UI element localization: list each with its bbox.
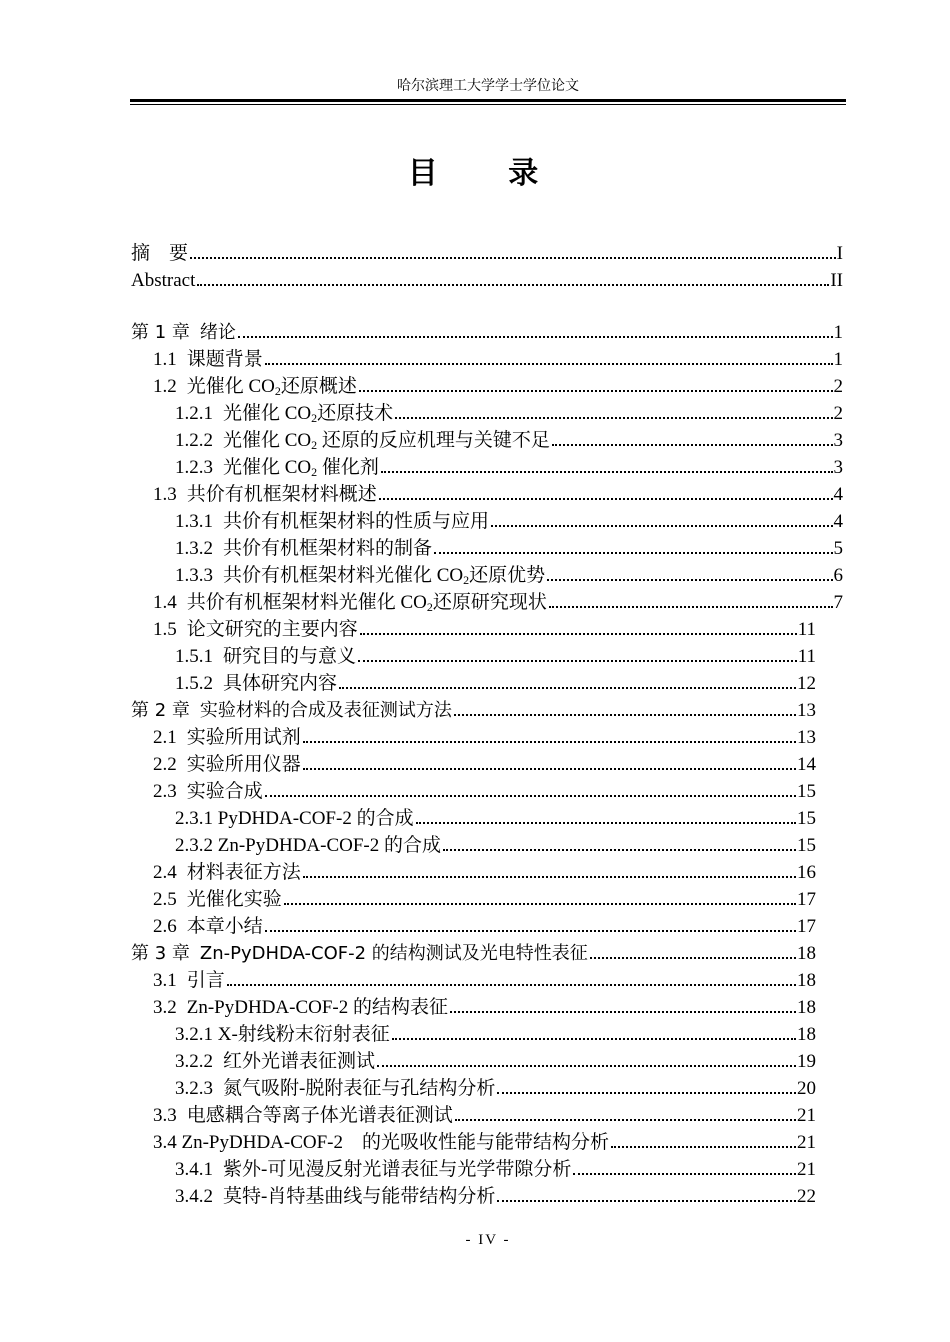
toc-dot-leader	[359, 390, 833, 392]
toc-page-number: 4	[833, 484, 843, 505]
toc-entry-number: 2.1	[153, 727, 177, 748]
toc-dot-leader	[238, 336, 833, 338]
toc-page-number: 16	[797, 862, 816, 883]
toc-entry-title	[153, 1102, 453, 1129]
toc-page-number: 1	[833, 349, 843, 370]
toc-entry[interactable]	[131, 1183, 843, 1210]
header-rule-thick	[130, 99, 846, 102]
toc-entry-subscript: 2	[463, 573, 470, 587]
toc-dot-leader	[573, 1173, 796, 1175]
toc-entry-text: 引言	[186, 970, 225, 991]
toc-entry-number: 3.4.1	[175, 1159, 213, 1180]
toc-entry[interactable]	[131, 481, 843, 508]
toc-entry-text: 课题背景	[186, 349, 263, 370]
toc-dot-leader	[416, 822, 796, 824]
toc-entry-subscript: 2	[311, 438, 318, 452]
toc-entry-text: 实验材料的合成及表征测试方法	[199, 700, 452, 721]
toc-page-number: I	[836, 243, 843, 264]
toc-entry-title	[153, 616, 358, 643]
toc-entry-text: 3.2.1 X-射线粉末衍射表征	[175, 1024, 390, 1045]
toc-page-number: 17	[797, 916, 816, 937]
toc-page-number: 13	[797, 700, 816, 721]
toc-entry[interactable]	[131, 940, 843, 967]
toc-page-number: 6	[833, 565, 843, 586]
toc-page-number: 2	[833, 376, 843, 397]
toc-entry-text-suffix: 还原的反应机理与关键不足	[317, 430, 550, 451]
toc-page-number: 3	[833, 430, 843, 451]
running-header: 哈尔滨理工大学学士学位论文	[397, 79, 579, 94]
toc-entry-text: 材料表征方法	[186, 862, 301, 883]
toc-dot-leader	[590, 957, 796, 959]
toc-entry-title	[175, 1021, 390, 1048]
toc-entry[interactable]	[131, 724, 843, 751]
toc-dot-leader	[450, 1011, 796, 1013]
toc-entry[interactable]	[131, 427, 843, 454]
toc-entry-number: 第 1 章	[131, 322, 190, 343]
toc-entry-text: 研究目的与意义	[223, 646, 357, 667]
toc-entry[interactable]	[131, 886, 843, 913]
toc-entry-text: 共价有机框架材料的制备	[223, 538, 433, 559]
toc-entry-number: 3.4.2	[175, 1186, 213, 1207]
toc-dot-leader	[379, 498, 833, 500]
toc-entry-text: 光催化 CO	[223, 457, 312, 478]
toc-entry[interactable]	[131, 697, 843, 724]
toc-entry[interactable]	[131, 805, 843, 832]
toc-entry-text-suffix: 还原概述	[280, 376, 357, 397]
toc-entry-title	[153, 967, 225, 994]
page-number: - IV -	[465, 1232, 511, 1248]
toc-entry-text: 紫外-可见漫反射光谱表征与光学带隙分析	[223, 1159, 572, 1180]
toc-entry-text: 共价有机框架材料光催化 CO	[186, 592, 427, 613]
toc-entry-text: 摘 要	[131, 243, 189, 264]
toc-dot-leader	[265, 795, 796, 797]
toc-entry-text: Zn-PyDHDA-COF-2 的结构测试及光电特性表征	[199, 943, 588, 964]
toc-entry-subscript: 2	[274, 384, 281, 398]
toc-page-number: 3	[833, 457, 843, 478]
toc-entry-text: 莫特-肖特基曲线与能带结构分析	[223, 1186, 496, 1207]
toc-entry-text-suffix: 还原优势	[469, 565, 546, 586]
toc-entry-number: 1.2.2	[175, 430, 213, 451]
table-of-contents	[131, 240, 843, 1210]
toc-entry-number: 1.1	[153, 349, 177, 370]
toc-page-number: 1	[833, 322, 843, 343]
toc-dot-leader	[434, 552, 832, 554]
toc-page-number: 17	[797, 889, 816, 910]
toc-entry-title	[175, 535, 432, 562]
toc-page-number: 18	[797, 997, 816, 1018]
toc-page-number: 4	[833, 511, 843, 532]
toc-entry[interactable]	[131, 240, 843, 267]
toc-entry-title	[153, 751, 301, 778]
toc-page-number: 11	[797, 619, 816, 640]
toc-entry[interactable]	[131, 913, 843, 940]
toc-page-number: 13	[797, 727, 816, 748]
toc-entry-subscript: 2	[426, 600, 433, 614]
toc-dot-leader	[190, 257, 836, 259]
toc-dot-leader	[497, 1200, 796, 1202]
toc-entry-number: 1.2	[153, 376, 177, 397]
toc-entry-text: 红外光谱表征测试	[223, 1051, 376, 1072]
toc-entry-number: 第 2 章	[131, 700, 190, 721]
toc-page-number: 5	[833, 538, 843, 559]
toc-dot-leader	[392, 1038, 796, 1040]
toc-entry-text: 本章小结	[186, 916, 263, 937]
toc-entry-title	[175, 670, 337, 697]
toc-entry-text: 论文研究的主要内容	[186, 619, 358, 640]
toc-page-number: 14	[797, 754, 816, 775]
toc-entry-number: 2.3	[153, 781, 177, 802]
toc-entry-text: 共价有机框架材料概述	[186, 484, 377, 505]
toc-dot-leader	[381, 471, 833, 473]
toc-entry-title	[153, 346, 263, 373]
toc-entry-number: 1.4	[153, 592, 177, 613]
toc-entry-text: 具体研究内容	[223, 673, 338, 694]
toc-page-number: 22	[797, 1186, 816, 1207]
toc-entry[interactable]	[131, 400, 843, 427]
toc-entry[interactable]	[131, 267, 843, 294]
toc-entry-text: 2.3.2 Zn-PyDHDA-COF-2 的合成	[175, 835, 442, 856]
toc-entry[interactable]	[131, 670, 843, 697]
toc-entry[interactable]	[131, 1075, 843, 1102]
toc-entry-text: 实验所用仪器	[186, 754, 301, 775]
toc-entry[interactable]	[131, 562, 843, 589]
toc-entry-title	[175, 832, 441, 859]
toc-dot-leader	[497, 1092, 796, 1094]
toc-page-number: 18	[797, 1024, 816, 1045]
toc-entry-title	[153, 859, 301, 886]
toc-dot-leader	[303, 768, 796, 770]
toc-entry-title	[131, 940, 588, 967]
toc-page-number: 20	[797, 1078, 816, 1099]
toc-entry-text: 光催化 CO	[223, 430, 312, 451]
toc-dot-leader	[227, 984, 796, 986]
toc-entry-number: 2.2	[153, 754, 177, 775]
toc-entry-number: 3.2.3	[175, 1078, 213, 1099]
toc-page-number: 18	[797, 970, 816, 991]
toc-entry-text-suffix: 催化剂	[317, 457, 379, 478]
toc-entry-title	[153, 886, 282, 913]
toc-dot-leader	[549, 606, 833, 608]
toc-entry-text-suffix: 还原技术	[317, 403, 394, 424]
toc-dot-leader	[443, 849, 796, 851]
toc-page-number: 19	[797, 1051, 816, 1072]
toc-entry-text-suffix: 还原研究现状	[432, 592, 547, 613]
toc-entry-number: 2.5	[153, 889, 177, 910]
toc-page-number: 7	[833, 592, 843, 613]
toc-entry[interactable]	[131, 1021, 843, 1048]
toc-entry[interactable]	[131, 589, 843, 616]
toc-entry[interactable]	[131, 1048, 843, 1075]
page-title: 目 录	[407, 156, 569, 191]
toc-dot-leader	[197, 284, 829, 286]
toc-entry[interactable]	[131, 373, 843, 400]
toc-entry-number: 3.3	[153, 1105, 177, 1126]
toc-entry-text: 氮气吸附-脱附表征与孔结构分析	[223, 1078, 496, 1099]
toc-entry-number: 1.3	[153, 484, 177, 505]
toc-entry-title	[153, 724, 301, 751]
toc-dot-leader	[339, 687, 796, 689]
toc-entry[interactable]	[131, 535, 843, 562]
toc-entry-number: 1.5	[153, 619, 177, 640]
toc-dot-leader	[547, 579, 832, 581]
toc-page-number: 15	[797, 808, 816, 829]
toc-page-number: 21	[797, 1132, 816, 1153]
toc-dot-leader	[395, 417, 832, 419]
toc-entry-title	[175, 1183, 495, 1210]
toc-dot-leader	[303, 876, 796, 878]
toc-entry-text: 光催化 CO	[186, 376, 275, 397]
toc-dot-leader	[360, 633, 797, 635]
toc-page-number: 18	[797, 943, 816, 964]
toc-entry-title	[175, 1075, 495, 1102]
toc-entry[interactable]	[131, 643, 843, 670]
toc-entry-number: 1.2.1	[175, 403, 213, 424]
toc-dot-leader	[284, 903, 796, 905]
toc-entry-number: 1.3.2	[175, 538, 213, 559]
toc-dot-leader	[265, 363, 833, 365]
header-rule-thin	[130, 104, 846, 105]
toc-entry[interactable]	[131, 967, 843, 994]
toc-entry-text: 2.3.1 PyDHDA-COF-2 的合成	[175, 808, 414, 829]
toc-page-number: 15	[797, 781, 816, 802]
toc-entry[interactable]	[131, 1156, 843, 1183]
toc-entry-title	[131, 267, 195, 294]
toc-entry-number: 1.5.2	[175, 673, 213, 694]
toc-entry-number: 3.1	[153, 970, 177, 991]
toc-page-number: 12	[797, 673, 816, 694]
toc-dot-leader	[491, 525, 832, 527]
toc-entry-number: 3.2	[153, 997, 177, 1018]
toc-entry-text: 电感耦合等离子体光谱表征测试	[186, 1105, 453, 1126]
toc-entry[interactable]	[131, 778, 843, 805]
toc-entry-number: 第 3 章	[131, 943, 190, 964]
toc-entry[interactable]	[131, 1102, 843, 1129]
toc-entry-title	[131, 240, 188, 267]
toc-entry-number: 1.3.1	[175, 511, 213, 532]
toc-entry-title	[131, 697, 452, 724]
toc-entry-number: 2.6	[153, 916, 177, 937]
toc-page-number: 21	[797, 1159, 816, 1180]
toc-page-number: 11	[797, 646, 816, 667]
toc-page-number: 2	[833, 403, 843, 424]
toc-entry-number: 2.4	[153, 862, 177, 883]
toc-entry-title	[175, 1156, 571, 1183]
toc-entry-title	[175, 1048, 375, 1075]
toc-entry-text: 3.4 Zn-PyDHDA-COF-2 的光吸收性能与能带结构分析	[153, 1132, 610, 1153]
toc-entry-text: 实验所用试剂	[186, 727, 301, 748]
toc-entry-title	[153, 1129, 609, 1156]
toc-dot-leader	[303, 741, 796, 743]
toc-entry-title	[175, 805, 414, 832]
toc-entry[interactable]	[131, 751, 843, 778]
toc-entry[interactable]	[131, 994, 843, 1021]
toc-entry-title	[131, 319, 236, 346]
toc-entry-number: 1.5.1	[175, 646, 213, 667]
toc-page-number: II	[830, 270, 843, 291]
toc-entry[interactable]	[131, 508, 843, 535]
toc-dot-leader	[358, 660, 797, 662]
toc-entry[interactable]	[131, 859, 843, 886]
toc-entry-text: Abstract	[131, 270, 196, 291]
toc-entry-subscript: 2	[311, 465, 318, 479]
toc-entry-number: 1.3.3	[175, 565, 213, 586]
toc-page-number: 21	[797, 1105, 816, 1126]
toc-entry-subscript: 2	[311, 411, 318, 425]
toc-entry-text: 绪论	[199, 322, 236, 343]
toc-entry-text: 实验合成	[186, 781, 263, 802]
toc-entry[interactable]	[131, 346, 843, 373]
toc-entry-number: 1.2.3	[175, 457, 213, 478]
toc-entry-number: 3.2.2	[175, 1051, 213, 1072]
toc-dot-leader	[377, 1065, 796, 1067]
toc-entry-text: 光催化 CO	[223, 403, 312, 424]
toc-page-number: 15	[797, 835, 816, 856]
toc-dot-leader	[611, 1146, 796, 1148]
toc-entry-title	[153, 994, 448, 1021]
toc-entry-title	[175, 508, 489, 535]
toc-dot-leader	[265, 930, 796, 932]
toc-entry-text: Zn-PyDHDA-COF-2 的结构表征	[186, 997, 449, 1018]
toc-entry-title	[175, 643, 356, 670]
toc-entry[interactable]	[131, 319, 843, 346]
toc-entry-title	[153, 481, 377, 508]
toc-entry[interactable]	[131, 1129, 843, 1156]
toc-entry-title	[153, 778, 263, 805]
toc-entry-text: 共价有机框架材料的性质与应用	[223, 511, 490, 532]
toc-entry-text: 光催化实验	[186, 889, 282, 910]
toc-entry-text: 共价有机框架材料光催化 CO	[223, 565, 464, 586]
toc-dot-leader	[455, 1119, 796, 1121]
toc-dot-leader	[552, 444, 833, 446]
toc-dot-leader	[454, 714, 796, 716]
toc-entry[interactable]	[131, 832, 843, 859]
toc-entry-title	[153, 913, 263, 940]
